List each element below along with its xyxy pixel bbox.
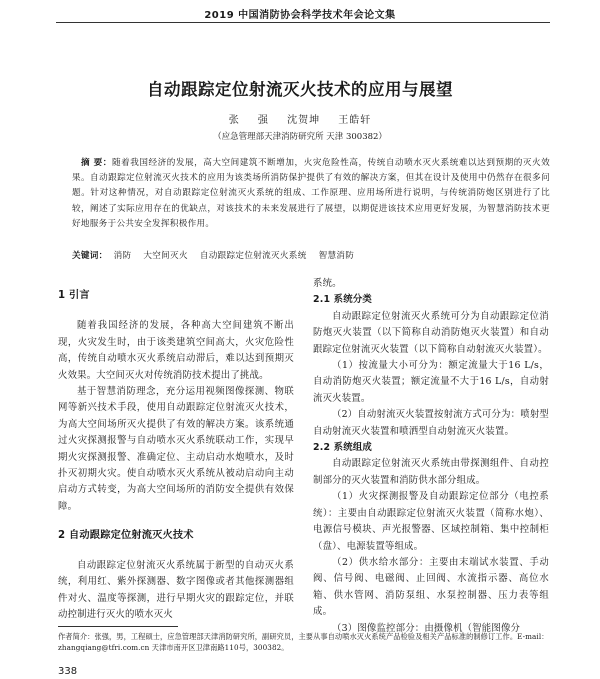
section-1-heading: 1 引言 bbox=[58, 290, 90, 301]
footnote-rule bbox=[58, 626, 178, 627]
subsection-2-1-heading: 2.1 系统分类 bbox=[313, 294, 372, 306]
abstract-label: 摘 要： bbox=[81, 158, 112, 168]
subsection-2-1-paragraph: （1）按流量大小可分为：额定流量大于16 L/s，自动消防炮灭火装置；额定流量不大于16 L/s，自动射流灭火装置。 bbox=[313, 360, 549, 404]
subsection-2-1-paragraph: 自动跟踪定位射流灭火系统可分为自动跟踪定位消防炮灭火装置（以下简称自动消防炮灭火装置）和自动跟踪定位射流灭火装置（以下简称自动射流灭火装置）。 bbox=[313, 310, 549, 355]
section-2-paragraph: 自动跟踪定位射流灭火系统属于新型的自动灭火系统，利用红、紫外探测器、数字图像或者其他探测器组件对火、温度等探测，进行早期火灾的跟踪定位，并联动控制进行灭火的喷水灭火 bbox=[58, 559, 294, 620]
author-footnote: 作者简介：张强，男，工程硕士，应急管理部天津消防研究所，副研究员，主要从事自动喷水灭火系统产品检验及相关产品标准的制修订工作。E-mail：zhangqiang@tfri.com.cn 天津市南开区卫津南路110号，300382。 bbox=[58, 632, 549, 652]
continued-text: 系统。 bbox=[313, 278, 342, 289]
subsection-2-2-paragraph: 自动跟踪定位射流灭火系统由带探测组件、自动控制部分的灭火装置和消防供水部分组成。 bbox=[313, 458, 549, 486]
section-1-paragraph: 随着我国经济的发展，各种高大空间建筑不断出现，火灾发生时，由于该类建筑空间高大，火灾危险性高，传统自动喷水灭火系统启动滞后，难以达到预期灭火效果。大空间灭火对传统消防技术提出了挑战。 bbox=[58, 320, 294, 381]
keywords-label: 关键词： bbox=[72, 251, 108, 261]
subsection-2-2-paragraph: （2）供水给水部分：主要由末端试水装置、手动阀、信号阀、电磁阀、止回阀、水流指示器、高位水箱、供水管网、消防泵组、水泵控制器、压力表等组成。 bbox=[313, 556, 549, 618]
section-2-heading: 2 自动跟踪定位射流灭火技术 bbox=[58, 530, 194, 542]
keyword-item: 自动跟踪定位射流灭火系统 bbox=[199, 251, 307, 261]
section-1-paragraph: 基于智慧消防理念，充分运用视频图像探测、物联网等新兴技术手段，使用自动跟踪定位射流灭火技术，为高大空间场所灭火提供了有效的解决方案。该系统通过火灾探测报警与自动喷水灭火系统联动工作，实现早期火灾探测报警、准确定位、主动启动水炮喷水，及时扑灭初期火灾。使自动喷水灭火系统从被动启动向主动启动方式转变，为高大空间场所的消防安全提供有效保障。 bbox=[58, 386, 294, 512]
subsection-2-2-heading: 2.2 系统组成 bbox=[313, 442, 372, 454]
paper-authors: 张 强 沈贺坤 王皓轩 bbox=[228, 115, 372, 126]
left-column bbox=[58, 276, 294, 623]
subsection-2-1-paragraph: （2）自动射流灭火装置按射流方式可分为：喷射型自动射流灭火装置和喷洒型自动射流灭火装置。 bbox=[313, 409, 549, 437]
keyword-item: 消防 bbox=[113, 251, 132, 261]
paper-affiliation: （应急管理部天津消防研究所 天津 300382） bbox=[213, 132, 387, 142]
running-header: 2019 中国消防协会科学技术年会论文集 bbox=[204, 10, 396, 21]
header-rule bbox=[56, 22, 550, 23]
subsection-2-2-paragraph: （1）火灾探测报警及自动跟踪定位部分（电控系统）：主要由自动跟踪定位射流灭火装置（简称水炮）、电源信号模块、声光报警器、区域控制箱、集中控制柜（盘）、电源装置等组成。 bbox=[313, 491, 549, 552]
abstract-text: 随着我国经济的发展，高大空间建筑不断增加，火灾危险性高，传统自动喷水灭火系统难以达到预期的灭火效果。自动跟踪定位射流灭火技术的应用为该类场所消防保护提供了有效的解决方案，但其在设计及使用中仍然存在很多问题。针对这种情况，对自动跟踪定位射流灭火系统的组成、工作原理、应用场所进行说明，与传统消防炮区别进行了比较，阐述了实际应用存在的优缺点，对该技术的未来发展进行了展望，以期促进该技术应用更好发展，为智慧消防技术更好地服务于公共安全发挥积极作用。 bbox=[72, 158, 550, 229]
keyword-item: 智慧消防 bbox=[318, 251, 355, 261]
keyword-item: 大空间灭火 bbox=[143, 251, 188, 261]
keywords bbox=[72, 249, 550, 263]
page-number: 338 bbox=[58, 666, 78, 677]
subsection-2-2-paragraph: （3）图像监控部分：由摄像机（智能图像分 bbox=[332, 622, 521, 634]
paper-title: 自动跟踪定位射流灭火技术的应用与展望 bbox=[147, 80, 453, 99]
right-column bbox=[313, 276, 549, 637]
abstract bbox=[72, 156, 550, 232]
